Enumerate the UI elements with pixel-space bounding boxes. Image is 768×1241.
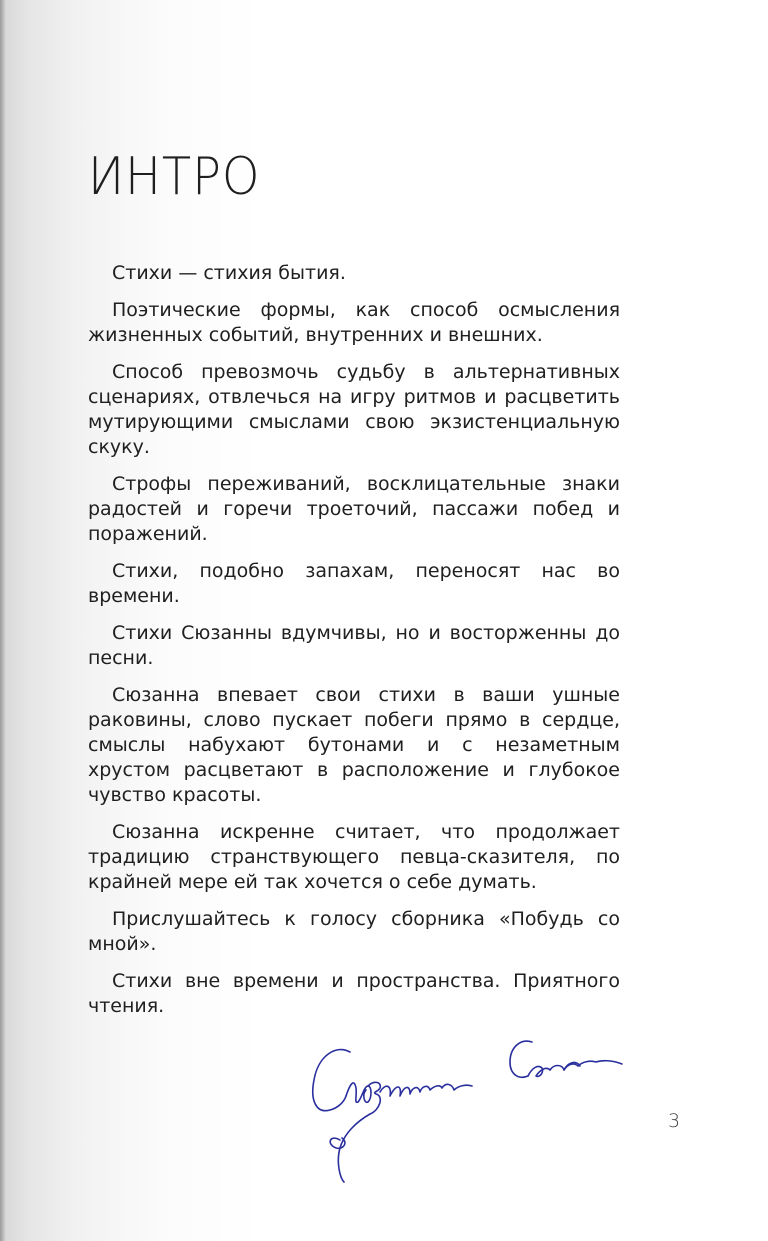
page-spine-shadow [0,0,5,1241]
paragraph: Стихи, подобно запахам, переносят нас во времени. [88,560,620,607]
paragraph: Стихи Сюзанны вдумчивы, но и восторженны до песни. [88,622,620,669]
paragraph: Строфы переживаний, восклицательные знаки радостей и горечи троеточий, пассажи побед и поражений. [88,473,620,545]
paragraph: Сюзанна искренне считает, что продолжает традицию странствующего певца-сказителя, по крайней мере ей так хочется о себе думать. [88,821,620,893]
page-number: 3 [668,1110,681,1132]
intro-text [88,261,620,1031]
paragraph: Способ превозмочь судьбу в альтернативных сценариях, отвлечься на игру ритмов и расцветить мутирующими смыслами свою экзистенциальную скуку. [88,361,620,458]
paragraph: Стихи — стихия бытия. [112,262,346,284]
author-signature [300,1030,640,1200]
paragraph: Стихи вне времени и пространства. Приятного чтения. [88,970,620,1017]
signature-strokes [313,1041,622,1182]
paragraph: Поэтические формы, как способ осмысления жизненных событий, внутренних и внешних. [88,299,620,346]
page-title [88,146,275,208]
paragraph: Сюзанна впевает свои стихи в ваши ушные раковины, слово пускает побеги прямо в сердце, смыслы набухают бутонами и с незаметным хрустом расцветают в расположение и глубокое чувство красоты. [88,684,620,806]
page-title-text: ИНТРО [88,147,261,207]
paragraph: Прислушайтесь к голосу сборника «Побудь со мной». [88,908,620,955]
